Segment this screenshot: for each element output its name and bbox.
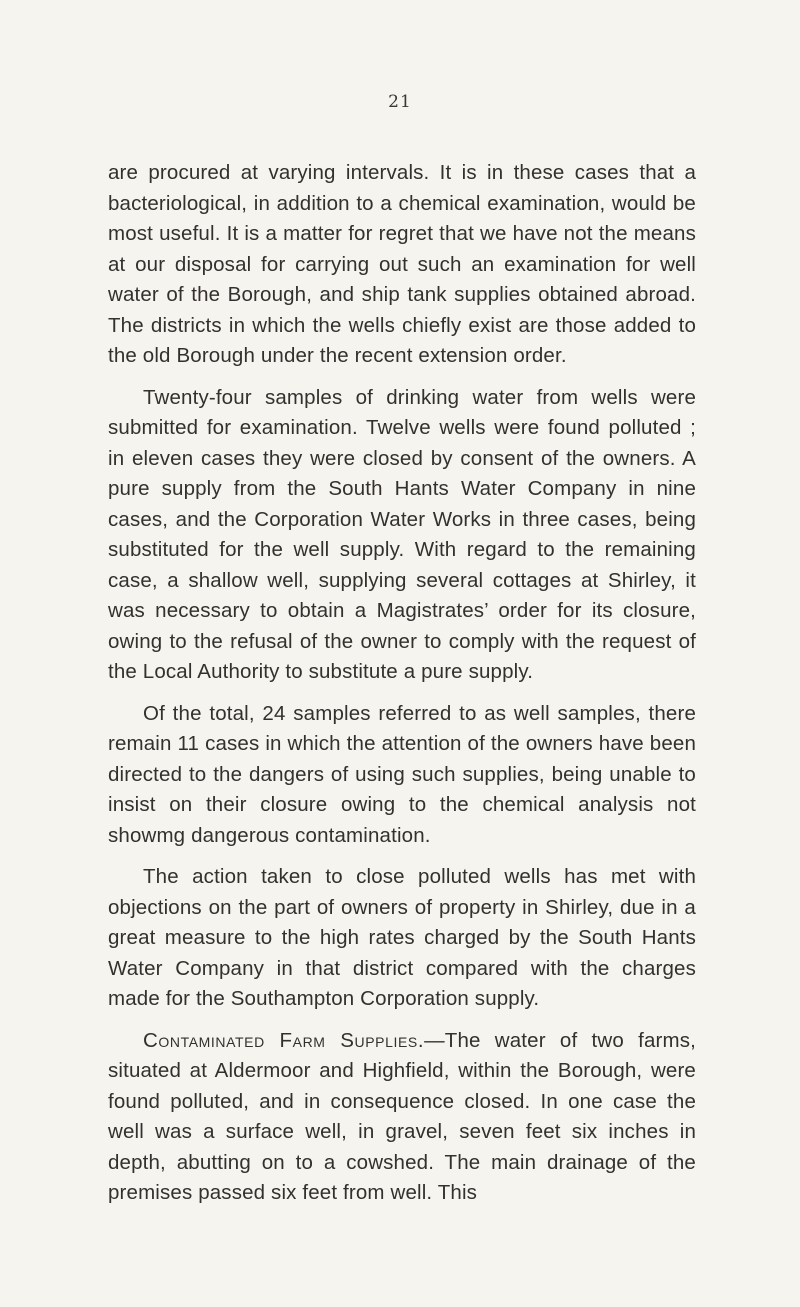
page-number: 21: [388, 92, 412, 112]
paragraph-5: [108, 1026, 696, 1209]
body-text: [108, 158, 696, 1220]
paragraph-3: Of the total, 24 samples referred to as well samples, there remain 11 cases in which the attention of the owners have been directed to the dangers of using such supplies, being unable to insist on their closure owing to the chemical analysis not showmg dangerous contamination.: [108, 701, 696, 847]
paragraph-5-text: —The water of two farms, situated at Aldermoor and Highfield, within the Borough, were found polluted, and in consequence closed. In one case the well was a surface well, in gravel, seven feet six inches in depth, abutting on to a cowshed. The main drainage of the premises passed six feet from well. This: [108, 1028, 696, 1204]
section-heading: Contaminated Farm Supplies.: [143, 1028, 425, 1052]
paragraph-4: The action taken to close polluted wells has met with objections on the part of owners of property in Shirley, due in a great measure to the high rates charged by the South Hants Water Company in that district compared with the charges made for the Southampton Corporation supply.: [108, 865, 696, 1010]
paragraph-1: are procured at varying intervals. It is in these cases that a bacteriological, in addition to a chemical examination, would be most useful. It is a matter for regret that we have not the means at our disposal for carrying out such an examination for well water of the Borough, and ship tank supplies obtained abroad. The districts in which the wells chiefly exist are those added to the old Borough under the recent extension order.: [108, 161, 696, 367]
paragraph-2: Twenty-four samples of drinking water from wells were submitted for examination. Twelve wells were found polluted ; in eleven cases they were closed by consent of the owners. A pure supply from the South Hants Water Company in nine cases, and the Corporation Water Works in three cases, being substituted for the well supply. With regard to the remaining case, a shallow well, supplying several cottages at Shirley, it was necessary to obtain a Magistrates’ order for its closure, owing to the refusal of the owner to comply with the request of the Local Authority to substitute a pure supply.: [108, 385, 696, 683]
